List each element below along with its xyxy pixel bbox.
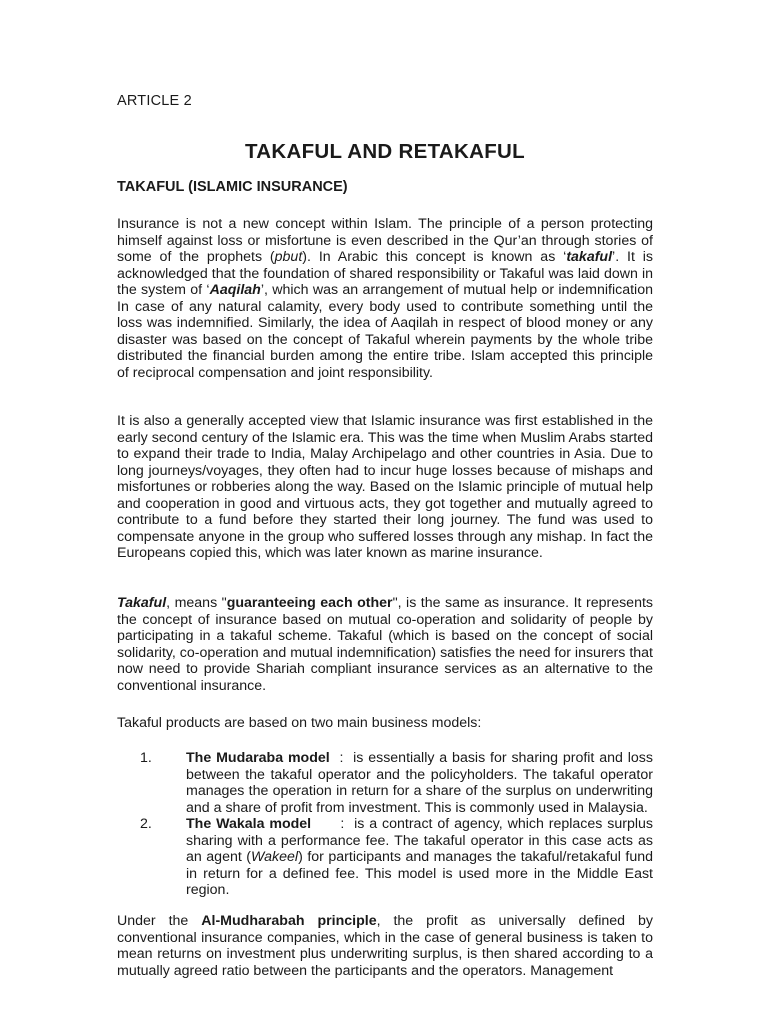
paragraph-definition <box>117 595 653 694</box>
text-run: ’, which was an arrangement of mutual help or indemnification In case of any natural calamity, every body used to contribute something until the loss was indemnified. Similarly, the idea of Aaqilah in respect of blood money or any disaster was based on the concept of Takaful wherein payments by the whole tribe distributed the financial burden among the entire tribe. Islam accepted this principle of reciprocal compensation and joint responsibility. <box>117 282 653 381</box>
model-description: ) for participants and manages the takaful/retakaful fund in return for a defined fee. This model is used more in the Middle East region. <box>186 849 653 898</box>
text-run: , means " <box>166 595 227 611</box>
model-description: is a contract of agency, which replaces surplus sharing with a performance fee. The takaful operator in this case acts as an agent ( <box>186 816 653 865</box>
page-title: TAKAFUL AND RETAKAFUL <box>245 140 525 163</box>
bold-italic-term-aaqilah: Aaqilah <box>209 282 261 298</box>
section-heading: TAKAFUL (ISLAMIC INSURANCE) <box>117 179 348 195</box>
text-run: Insurance is not a new concept within Islam. The principle of a person protecting himself against loss or misfortune is even described in the Qur’an through stories of some of the prophets ( <box>117 216 653 265</box>
model-name: The Mudaraba model <box>186 750 330 766</box>
text-run: ", is the same as insurance. It represents the concept of insurance based on mutual co-operation and solidarity of people by participating in a takaful scheme. Takaful (which is based on the concept of social solidarity, co-operation and mutual indemnification) satisfies the need for insurers that now need to provide Shariah compliant insurance services as an alternative to the conventional insurance. <box>117 595 653 694</box>
paragraph-takaful-origins <box>117 216 653 381</box>
list-item-mudaraba <box>117 750 653 816</box>
business-models-list <box>117 750 653 899</box>
italic-term-pbut: pbut <box>274 249 303 265</box>
bold-italic-term-takaful: takaful <box>566 249 613 265</box>
model-separator: : <box>311 816 355 832</box>
paragraph-business-models-intro: Takaful products are based on two main business models: <box>117 715 482 731</box>
text-run: , the profit as universally defined by conventional insurance companies, which in the case of general business is taken to mean returns on investment plus underwriting surplus, is then shared according to a mutually agreed ratio between the participants and the operators. Management <box>117 913 653 979</box>
bold-term-al-mudharabah: Al-Mudharabah principle <box>201 913 377 929</box>
list-number: 2. <box>140 816 152 832</box>
model-description: is essentially a basis for sharing profit and loss between the takaful operator and the policyholders. The takaful operator manages the operation in return for a share of the surplus on underwriting and a share of profit from investment. This is commonly used in Malaysia. <box>186 750 653 816</box>
italic-term-wakeel: Wakeel <box>251 849 299 865</box>
list-item-wakala <box>117 816 653 899</box>
model-separator: : <box>329 750 354 766</box>
bold-italic-term-takaful: Takaful <box>117 595 167 611</box>
list-number: 1. <box>140 750 152 766</box>
paragraph-mudharabah-principle <box>117 913 653 979</box>
paragraph-history: It is also a generally accepted view that Islamic insurance was first established in the early second century of the Islamic era. This was the time when Muslim Arabs started to expand their trade to India, Malay Archipelago and other countries in Asia. Due to long journeys/voyages, they often had to incur huge losses because of mishaps and misfortunes or robberies along the way. Based on the Islamic principle of mutual help and cooperation in good and virtuous acts, they got together and mutually agreed to contribute to a fund before they started their long journey. The fund was used to compensate anyone in the group who suffered losses through any mishap. In fact the Europeans copied this, which was later known as marine insurance. <box>117 413 653 561</box>
text-run: ’. It is acknowledged that the foundation of shared responsibility or Takaful was laid down in the system of ‘ <box>117 249 654 298</box>
article-label: ARTICLE 2 <box>117 93 192 109</box>
model-name: The Wakala model <box>186 816 312 832</box>
text-run: Under the <box>117 913 202 929</box>
bold-term-guaranteeing: guaranteeing each other <box>226 595 393 611</box>
text-run: ). In Arabic this concept is known as ‘ <box>302 249 567 265</box>
